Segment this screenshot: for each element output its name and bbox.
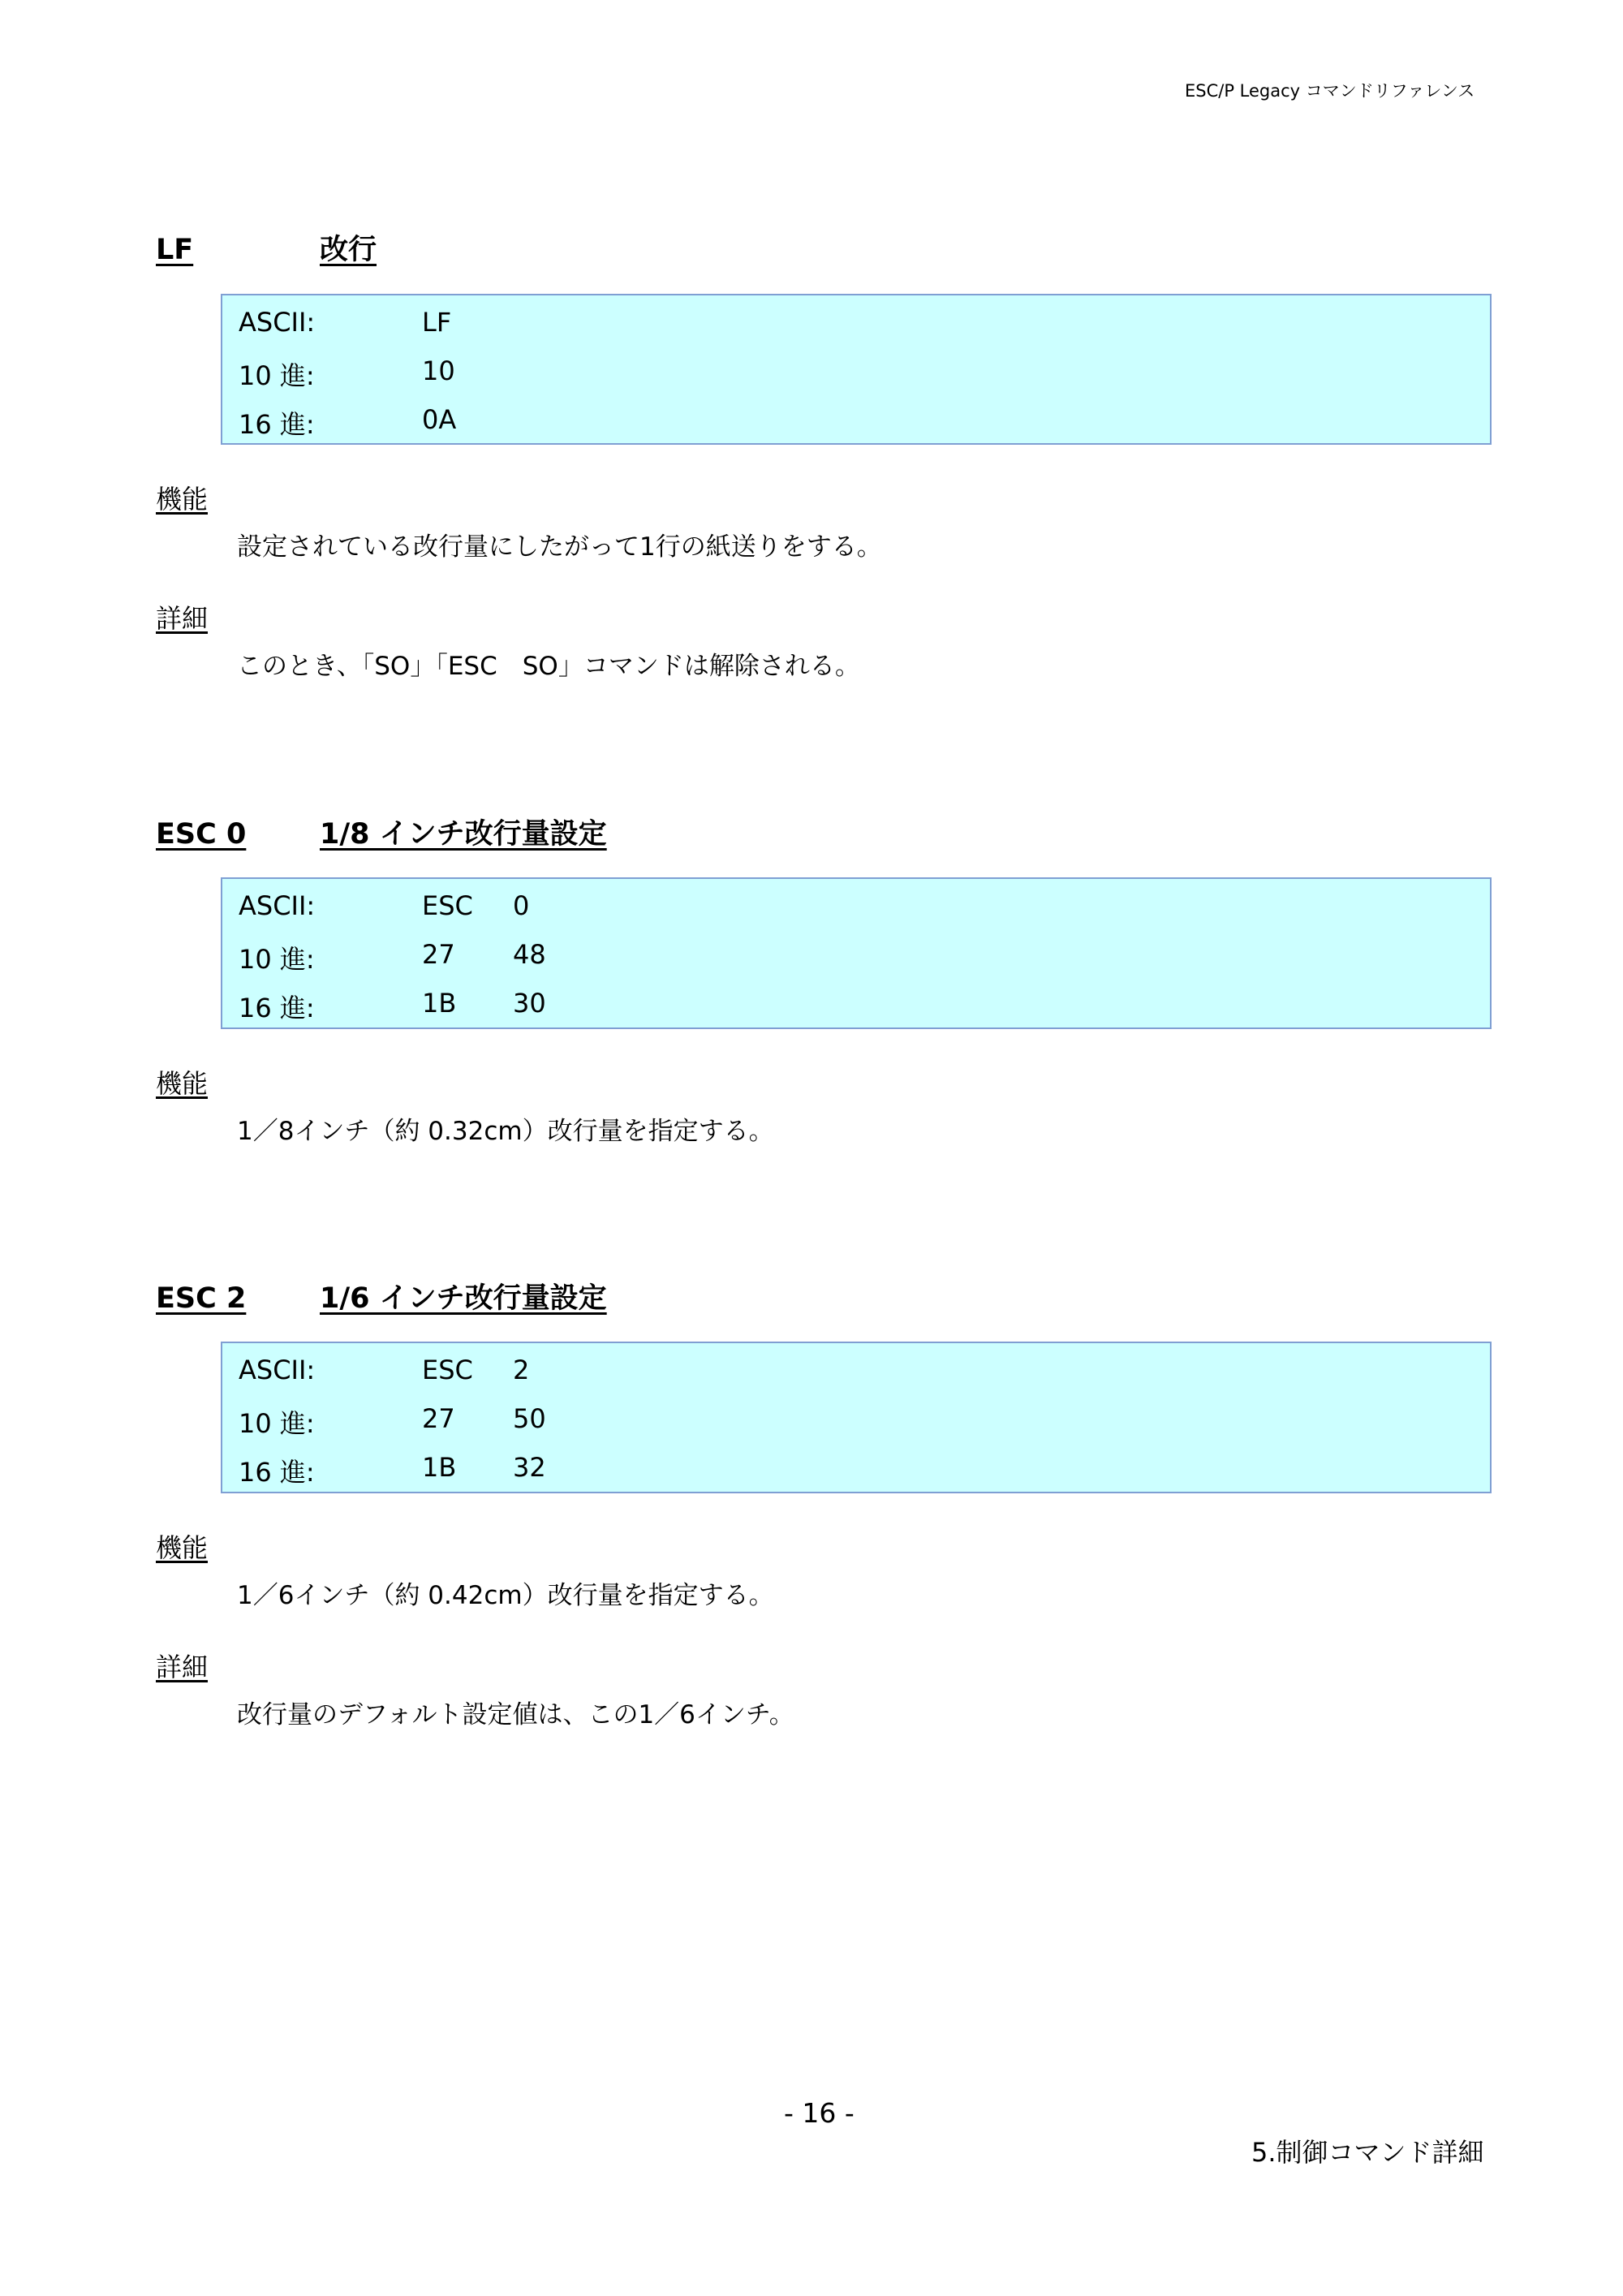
row-value: ESC [422,1355,473,1385]
row-label: 10 進: [239,1408,315,1439]
row-value: 27 [422,939,455,970]
command-name: 1/6 インチ改行量設定 [320,1282,607,1315]
row-label: 16 進: [239,1457,315,1488]
row-value: 48 [513,939,546,970]
command-code: ESC 0 [156,818,247,851]
function-description: 設定されている改行量にしたがって1行の紙送りをする。 [237,532,882,562]
section-label-function: 機能 [156,1532,209,1563]
row-label: ASCII: [239,1355,316,1385]
detail-description: このとき、「SO」「ESC SO」コマンドは解除される。 [237,652,860,681]
row-label: 16 進: [239,993,315,1023]
row-value: ESC [422,890,473,921]
section-label-function: 機能 [156,484,209,515]
section-label-detail: 詳細 [156,1652,209,1682]
row-label: 10 進: [239,360,315,391]
code-table-lf [221,294,1492,445]
command-heading-esc2 [156,1276,607,1316]
row-label: ASCII: [239,307,316,338]
function-description: 1／8インチ（約 0.32cm）改行量を指定する。 [237,1117,774,1146]
command-code: ESC 2 [156,1282,247,1315]
row-value: 0A [422,404,457,435]
section-label-detail: 詳細 [156,603,209,634]
row-value: 10 [422,355,455,386]
row-label: 16 進: [239,409,315,440]
row-value: 1B [422,988,457,1019]
row-label: 10 進: [239,944,315,975]
command-heading-lf [156,227,377,268]
row-value: 0 [513,890,530,921]
row-value: 50 [513,1403,546,1434]
command-heading-esc0 [156,812,607,852]
command-code: LF [156,234,194,266]
header-reference-title: ESC/P Legacy コマンドリファレンス [1185,81,1475,101]
function-description: 1／6インチ（約 0.42cm）改行量を指定する。 [237,1581,774,1610]
page-number: - 16 - [784,2097,855,2129]
code-table-esc0 [221,877,1492,1029]
row-value: 1B [422,1452,457,1483]
section-label-function: 機能 [156,1068,209,1099]
command-name: 1/8 インチ改行量設定 [320,818,607,851]
row-value: 30 [513,988,546,1019]
footer-chapter-title: 5.制御コマンド詳細 [1251,2137,1484,2168]
row-value: LF [422,307,452,338]
command-name: 改行 [320,234,377,266]
row-value: 2 [513,1355,530,1385]
row-value: 27 [422,1403,455,1434]
code-table-esc2 [221,1342,1492,1493]
row-label: ASCII: [239,890,316,921]
row-value: 32 [513,1452,546,1483]
detail-description: 改行量のデフォルト設定値は、この1／6インチ。 [237,1700,794,1730]
